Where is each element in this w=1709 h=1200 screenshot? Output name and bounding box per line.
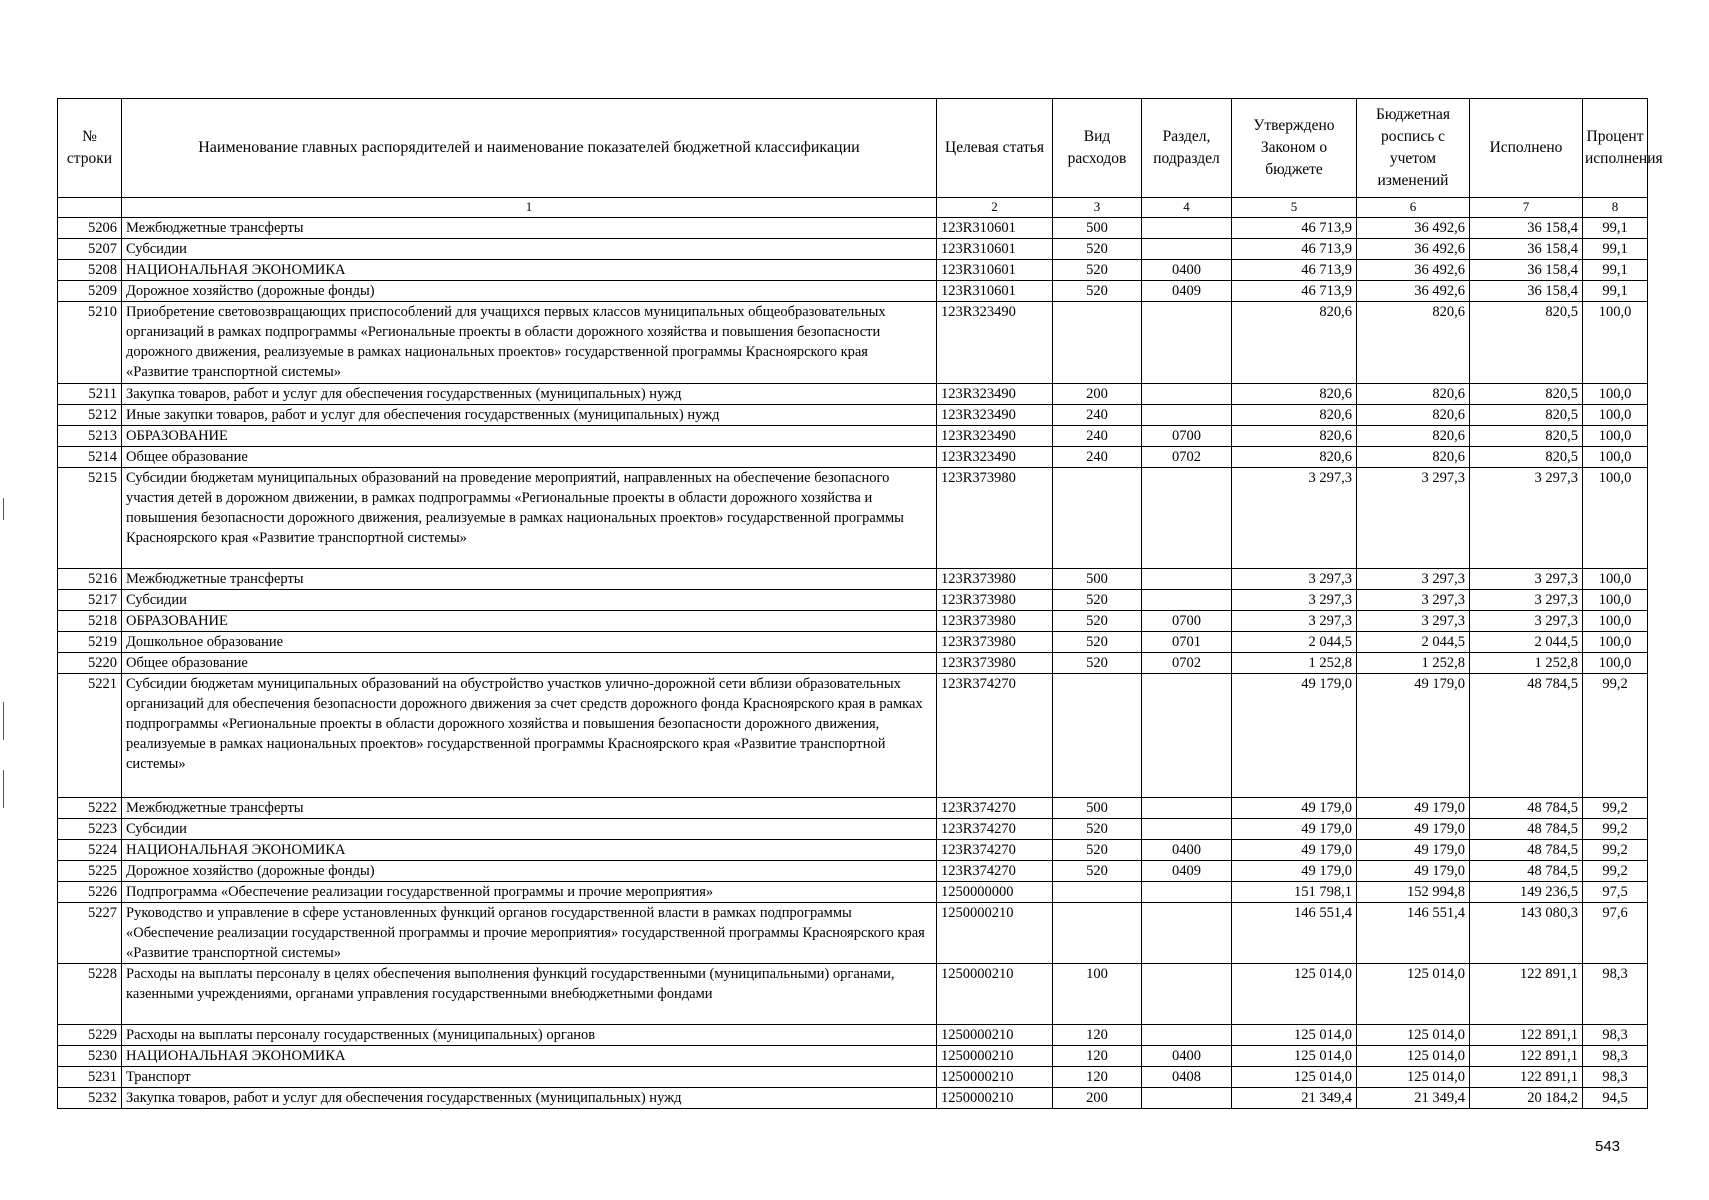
table-row — [58, 384, 1648, 405]
header-target-article: Целевая статья — [937, 99, 1053, 198]
row-approved: 151 798,1 — [1232, 882, 1357, 903]
row-executed: 3 297,3 — [1470, 468, 1583, 569]
row-allocation: 125 014,0 — [1357, 964, 1470, 1025]
row-executed: 48 784,5 — [1470, 819, 1583, 840]
row-section — [1142, 590, 1232, 611]
row-number: 5232 — [58, 1088, 122, 1109]
row-allocation: 152 994,8 — [1357, 882, 1470, 903]
row-number: 5210 — [58, 302, 122, 384]
row-name: Расходы на выплаты персоналу в целях обеспечения выполнения функций государственными (муниципальными) органами, казенными учреждениями, органами управления государственными внебюджетными фондами — [122, 964, 937, 1025]
row-percent: 99,2 — [1583, 798, 1648, 819]
row-name: Закупка товаров, работ и услуг для обеспечения государственных (муниципальных) нужд — [122, 1088, 937, 1109]
row-name: Приобретение световозвращающих приспособлений для учащихся первых классов муниципальных общеобразовательных организаций в рамках подпрограммы «Региональные проекты в области дорожного хозяйства и повышения безопасности дорожного движения, реализуемые в рамках национальных проектов» государственной программы Красноярского края «Развитие транспортной системы» — [122, 302, 937, 384]
table-header — [58, 99, 1663, 218]
row-approved: 49 179,0 — [1232, 674, 1357, 798]
row-expense-type: 240 — [1053, 426, 1142, 447]
row-target-article: 123R373980 — [937, 590, 1053, 611]
row-percent: 99,1 — [1583, 281, 1648, 302]
table-row — [58, 674, 1648, 798]
row-percent: 100,0 — [1583, 405, 1648, 426]
row-percent: 100,0 — [1583, 468, 1648, 569]
row-percent: 100,0 — [1583, 447, 1648, 468]
row-number: 5218 — [58, 611, 122, 632]
row-executed: 149 236,5 — [1470, 882, 1583, 903]
row-expense-type: 200 — [1053, 1088, 1142, 1109]
row-approved: 820,6 — [1232, 405, 1357, 426]
row-name: Субсидии бюджетам муниципальных образований на проведение мероприятий, направленных на обеспечение безопасного участия детей в дорожном движении, в рамках подпрограммы «Региональные проекты в области дорожного хозяйства и повышения безопасности дорожного движения, реализуемые в рамках национальных проектов» государственной программы Красноярского края «Развитие транспортной системы» — [122, 468, 937, 569]
row-target-article: 123R374270 — [937, 674, 1053, 798]
row-approved: 125 014,0 — [1232, 1025, 1357, 1046]
row-target-article: 123R374270 — [937, 840, 1053, 861]
row-approved: 820,6 — [1232, 384, 1357, 405]
row-name: НАЦИОНАЛЬНАЯ ЭКОНОМИКА — [122, 1046, 937, 1067]
header-percent: Процент исполнения — [1583, 99, 1648, 198]
row-percent: 100,0 — [1583, 384, 1648, 405]
row-section: 0400 — [1142, 840, 1232, 861]
row-expense-type: 520 — [1053, 819, 1142, 840]
row-allocation: 36 492,6 — [1357, 239, 1470, 260]
column-number: 3 — [1053, 198, 1142, 218]
table-row — [58, 653, 1648, 674]
row-executed: 36 158,4 — [1470, 239, 1583, 260]
row-section: 0409 — [1142, 281, 1232, 302]
budget-table — [57, 98, 1663, 1109]
row-approved: 820,6 — [1232, 426, 1357, 447]
column-number: 4 — [1142, 198, 1232, 218]
column-number-row — [58, 198, 1648, 218]
row-section: 0400 — [1142, 260, 1232, 281]
row-percent: 97,6 — [1583, 903, 1648, 964]
row-expense-type: 520 — [1053, 260, 1142, 281]
row-name: ОБРАЗОВАНИЕ — [122, 611, 937, 632]
row-executed: 820,5 — [1470, 384, 1583, 405]
table-row — [58, 903, 1648, 964]
row-approved: 3 297,3 — [1232, 590, 1357, 611]
row-percent: 100,0 — [1583, 302, 1648, 384]
row-number: 5229 — [58, 1025, 122, 1046]
table-row — [58, 569, 1648, 590]
row-section — [1142, 384, 1232, 405]
row-name: Субсидии — [122, 819, 937, 840]
row-executed: 3 297,3 — [1470, 590, 1583, 611]
row-section: 0400 — [1142, 1046, 1232, 1067]
row-executed: 820,5 — [1470, 405, 1583, 426]
row-executed: 48 784,5 — [1470, 861, 1583, 882]
row-number: 5223 — [58, 819, 122, 840]
table-row — [58, 882, 1648, 903]
row-allocation: 820,6 — [1357, 302, 1470, 384]
row-section — [1142, 819, 1232, 840]
row-number: 5213 — [58, 426, 122, 447]
table-row — [58, 468, 1648, 569]
row-target-article: 123R374270 — [937, 819, 1053, 840]
row-allocation: 3 297,3 — [1357, 611, 1470, 632]
row-executed: 48 784,5 — [1470, 798, 1583, 819]
row-percent: 97,5 — [1583, 882, 1648, 903]
column-number: 6 — [1357, 198, 1470, 218]
row-target-article: 1250000210 — [937, 1046, 1053, 1067]
column-number — [58, 198, 122, 218]
row-name: Дорожное хозяйство (дорожные фонды) — [122, 281, 937, 302]
row-executed: 48 784,5 — [1470, 840, 1583, 861]
row-number: 5228 — [58, 964, 122, 1025]
row-executed: 3 297,3 — [1470, 569, 1583, 590]
row-name: Субсидии — [122, 590, 937, 611]
column-number: 8 — [1583, 198, 1648, 218]
row-approved: 820,6 — [1232, 447, 1357, 468]
row-name: НАЦИОНАЛЬНАЯ ЭКОНОМИКА — [122, 260, 937, 281]
table-row — [58, 302, 1648, 384]
row-number: 5231 — [58, 1067, 122, 1088]
row-percent: 98,3 — [1583, 1046, 1648, 1067]
row-expense-type: 520 — [1053, 239, 1142, 260]
row-name: Общее образование — [122, 653, 937, 674]
table-row — [58, 405, 1648, 426]
table-row — [58, 1046, 1648, 1067]
row-number: 5217 — [58, 590, 122, 611]
row-approved: 146 551,4 — [1232, 903, 1357, 964]
row-approved: 3 297,3 — [1232, 569, 1357, 590]
table-row — [58, 260, 1648, 281]
row-target-article: 123R323490 — [937, 384, 1053, 405]
row-name: Подпрограмма «Обеспечение реализации государственной программы и прочие мероприятия» — [122, 882, 937, 903]
header-section: Раздел, подраздел — [1142, 99, 1232, 198]
row-section — [1142, 798, 1232, 819]
page-number: 543 — [1595, 1138, 1621, 1155]
row-target-article: 1250000210 — [937, 1025, 1053, 1046]
row-section — [1142, 239, 1232, 260]
row-name: Расходы на выплаты персоналу государственных (муниципальных) органов — [122, 1025, 937, 1046]
row-allocation: 49 179,0 — [1357, 840, 1470, 861]
row-name: Межбюджетные трансферты — [122, 569, 937, 590]
header-approved: Утверждено Законом о бюджете — [1232, 99, 1357, 198]
row-approved: 2 044,5 — [1232, 632, 1357, 653]
row-allocation: 3 297,3 — [1357, 590, 1470, 611]
row-approved: 21 349,4 — [1232, 1088, 1357, 1109]
row-percent: 99,1 — [1583, 260, 1648, 281]
row-approved: 46 713,9 — [1232, 281, 1357, 302]
row-expense-type — [1053, 302, 1142, 384]
row-executed: 2 044,5 — [1470, 632, 1583, 653]
row-expense-type — [1053, 903, 1142, 964]
row-section — [1142, 903, 1232, 964]
row-allocation: 146 551,4 — [1357, 903, 1470, 964]
row-percent: 99,1 — [1583, 239, 1648, 260]
row-number: 5208 — [58, 260, 122, 281]
row-approved: 820,6 — [1232, 302, 1357, 384]
row-executed: 122 891,1 — [1470, 1067, 1583, 1088]
row-allocation: 36 492,6 — [1357, 218, 1470, 239]
row-number: 5221 — [58, 674, 122, 798]
table-row — [58, 861, 1648, 882]
row-expense-type — [1053, 882, 1142, 903]
row-number: 5226 — [58, 882, 122, 903]
row-percent: 99,2 — [1583, 674, 1648, 798]
row-allocation: 49 179,0 — [1357, 798, 1470, 819]
row-section: 0700 — [1142, 426, 1232, 447]
row-allocation: 36 492,6 — [1357, 260, 1470, 281]
header-allocation: Бюджетная роспись с учетом изменений — [1357, 99, 1470, 198]
row-section — [1142, 569, 1232, 590]
row-approved: 125 014,0 — [1232, 964, 1357, 1025]
row-number: 5225 — [58, 861, 122, 882]
table-row — [58, 239, 1648, 260]
row-executed: 122 891,1 — [1470, 1025, 1583, 1046]
row-executed: 820,5 — [1470, 426, 1583, 447]
row-percent: 99,2 — [1583, 861, 1648, 882]
scan-margin-mark — [3, 702, 4, 740]
row-percent: 98,3 — [1583, 1025, 1648, 1046]
row-section — [1142, 674, 1232, 798]
table-row — [58, 1088, 1648, 1109]
row-executed: 20 184,2 — [1470, 1088, 1583, 1109]
row-expense-type: 100 — [1053, 964, 1142, 1025]
scan-margin-mark — [3, 770, 4, 808]
row-approved: 49 179,0 — [1232, 819, 1357, 840]
row-section — [1142, 964, 1232, 1025]
row-target-article: 123R374270 — [937, 861, 1053, 882]
row-expense-type: 240 — [1053, 405, 1142, 426]
row-approved: 49 179,0 — [1232, 861, 1357, 882]
table-row — [58, 426, 1648, 447]
row-number: 5212 — [58, 405, 122, 426]
row-expense-type: 520 — [1053, 590, 1142, 611]
row-name: Межбюджетные трансферты — [122, 798, 937, 819]
row-section — [1142, 882, 1232, 903]
row-target-article: 123R323490 — [937, 302, 1053, 384]
row-name: Субсидии бюджетам муниципальных образований на обустройство участков улично-дорожной сети вблизи образовательных организаций для обеспечения безопасности дорожного движения за счет средств дорожного фонда Красноярского края в рамках подпрограммы «Региональные проекты в области дорожного хозяйства и повышения безопасности дорожного движения, реализуемые в рамках национальных проектов» государственной программы Красноярского края «Развитие транспортной системы» — [122, 674, 937, 798]
row-approved: 3 297,3 — [1232, 611, 1357, 632]
table-row — [58, 590, 1648, 611]
row-name: Межбюджетные трансферты — [122, 218, 937, 239]
header-expense-type: Вид расходов — [1053, 99, 1142, 198]
row-section: 0702 — [1142, 447, 1232, 468]
row-allocation: 125 014,0 — [1357, 1067, 1470, 1088]
row-target-article: 123R310601 — [937, 281, 1053, 302]
table-row — [58, 819, 1648, 840]
row-allocation: 820,6 — [1357, 384, 1470, 405]
column-number: 2 — [937, 198, 1053, 218]
header-executed: Исполнено — [1470, 99, 1583, 198]
row-name: Дошкольное образование — [122, 632, 937, 653]
row-approved: 3 297,3 — [1232, 468, 1357, 569]
row-approved: 1 252,8 — [1232, 653, 1357, 674]
row-number: 5207 — [58, 239, 122, 260]
row-executed: 122 891,1 — [1470, 1046, 1583, 1067]
row-target-article: 123R323490 — [937, 447, 1053, 468]
row-expense-type: 520 — [1053, 281, 1142, 302]
table-row — [58, 611, 1648, 632]
row-target-article: 1250000210 — [937, 903, 1053, 964]
column-number: 7 — [1470, 198, 1583, 218]
row-expense-type: 520 — [1053, 861, 1142, 882]
row-target-article: 123R310601 — [937, 218, 1053, 239]
table-row — [58, 964, 1648, 1025]
row-section — [1142, 302, 1232, 384]
row-expense-type: 120 — [1053, 1025, 1142, 1046]
row-section: 0409 — [1142, 861, 1232, 882]
row-percent: 98,3 — [1583, 964, 1648, 1025]
table-row — [58, 798, 1648, 819]
row-percent: 100,0 — [1583, 426, 1648, 447]
row-target-article: 1250000210 — [937, 1088, 1053, 1109]
row-section: 0702 — [1142, 653, 1232, 674]
table-row — [58, 840, 1648, 861]
row-executed: 820,5 — [1470, 447, 1583, 468]
row-percent: 100,0 — [1583, 632, 1648, 653]
row-expense-type: 520 — [1053, 840, 1142, 861]
row-allocation: 49 179,0 — [1357, 861, 1470, 882]
row-target-article: 123R373980 — [937, 632, 1053, 653]
row-expense-type: 200 — [1053, 384, 1142, 405]
row-number: 5227 — [58, 903, 122, 964]
row-target-article: 123R373980 — [937, 468, 1053, 569]
row-number: 5224 — [58, 840, 122, 861]
row-expense-type: 120 — [1053, 1067, 1142, 1088]
row-section: 0408 — [1142, 1067, 1232, 1088]
row-allocation: 49 179,0 — [1357, 819, 1470, 840]
table-row — [58, 218, 1648, 239]
row-approved: 49 179,0 — [1232, 840, 1357, 861]
row-allocation: 820,6 — [1357, 405, 1470, 426]
table-row — [58, 1067, 1648, 1088]
row-percent: 100,0 — [1583, 653, 1648, 674]
row-approved: 46 713,9 — [1232, 260, 1357, 281]
column-number: 5 — [1232, 198, 1357, 218]
row-number: 5230 — [58, 1046, 122, 1067]
row-allocation: 21 349,4 — [1357, 1088, 1470, 1109]
row-expense-type: 500 — [1053, 569, 1142, 590]
row-allocation: 2 044,5 — [1357, 632, 1470, 653]
row-number: 5220 — [58, 653, 122, 674]
row-executed: 3 297,3 — [1470, 611, 1583, 632]
row-percent: 98,3 — [1583, 1067, 1648, 1088]
row-expense-type: 500 — [1053, 218, 1142, 239]
row-expense-type: 120 — [1053, 1046, 1142, 1067]
row-section — [1142, 405, 1232, 426]
row-allocation: 125 014,0 — [1357, 1025, 1470, 1046]
row-target-article: 123R323490 — [937, 405, 1053, 426]
row-executed: 1 252,8 — [1470, 653, 1583, 674]
row-number: 5209 — [58, 281, 122, 302]
row-allocation: 3 297,3 — [1357, 468, 1470, 569]
row-target-article: 123R374270 — [937, 798, 1053, 819]
row-expense-type: 500 — [1053, 798, 1142, 819]
row-name: Транспорт — [122, 1067, 937, 1088]
row-number: 5215 — [58, 468, 122, 569]
header-row — [58, 99, 1648, 198]
row-name: Руководство и управление в сфере установленных функций органов государственной власти в рамках подпрограммы «Обеспечение реализации государственной программы и прочие мероприятия» государственной программы Красноярского края «Развитие транспортной системы» — [122, 903, 937, 964]
row-percent: 100,0 — [1583, 569, 1648, 590]
header-row-number: № строки — [58, 99, 122, 198]
row-target-article: 123R373980 — [937, 611, 1053, 632]
row-allocation: 820,6 — [1357, 447, 1470, 468]
row-name: Дорожное хозяйство (дорожные фонды) — [122, 861, 937, 882]
row-executed: 122 891,1 — [1470, 964, 1583, 1025]
row-number: 5216 — [58, 569, 122, 590]
row-percent: 99,2 — [1583, 840, 1648, 861]
scan-margin-mark — [3, 498, 4, 520]
row-allocation: 820,6 — [1357, 426, 1470, 447]
row-name: Закупка товаров, работ и услуг для обеспечения государственных (муниципальных) нужд — [122, 384, 937, 405]
row-number: 5206 — [58, 218, 122, 239]
row-name: ОБРАЗОВАНИЕ — [122, 426, 937, 447]
row-target-article: 123R310601 — [937, 260, 1053, 281]
row-number: 5219 — [58, 632, 122, 653]
row-executed: 36 158,4 — [1470, 260, 1583, 281]
row-percent: 94,5 — [1583, 1088, 1648, 1109]
row-expense-type — [1053, 468, 1142, 569]
row-approved: 125 014,0 — [1232, 1067, 1357, 1088]
row-percent: 99,1 — [1583, 218, 1648, 239]
row-allocation: 49 179,0 — [1357, 674, 1470, 798]
row-approved: 49 179,0 — [1232, 798, 1357, 819]
row-allocation: 125 014,0 — [1357, 1046, 1470, 1067]
row-allocation: 3 297,3 — [1357, 569, 1470, 590]
row-section: 0700 — [1142, 611, 1232, 632]
row-target-article: 123R373980 — [937, 653, 1053, 674]
table-row — [58, 447, 1648, 468]
row-executed: 143 080,3 — [1470, 903, 1583, 964]
row-section — [1142, 468, 1232, 569]
row-executed: 48 784,5 — [1470, 674, 1583, 798]
row-name: Иные закупки товаров, работ и услуг для обеспечения государственных (муниципальных) нужд — [122, 405, 937, 426]
row-number: 5222 — [58, 798, 122, 819]
table-row — [58, 281, 1648, 302]
row-section — [1142, 218, 1232, 239]
row-expense-type: 520 — [1053, 632, 1142, 653]
table-row — [58, 1025, 1648, 1046]
row-name: Субсидии — [122, 239, 937, 260]
row-name: НАЦИОНАЛЬНАЯ ЭКОНОМИКА — [122, 840, 937, 861]
row-expense-type — [1053, 674, 1142, 798]
row-expense-type: 520 — [1053, 653, 1142, 674]
row-approved: 46 713,9 — [1232, 239, 1357, 260]
row-allocation: 36 492,6 — [1357, 281, 1470, 302]
row-number: 5214 — [58, 447, 122, 468]
row-target-article: 1250000210 — [937, 1067, 1053, 1088]
row-allocation: 1 252,8 — [1357, 653, 1470, 674]
table-row — [58, 632, 1648, 653]
row-section — [1142, 1088, 1232, 1109]
row-section — [1142, 1025, 1232, 1046]
row-target-article: 1250000000 — [937, 882, 1053, 903]
row-target-article: 123R310601 — [937, 239, 1053, 260]
row-expense-type: 240 — [1053, 447, 1142, 468]
row-expense-type: 520 — [1053, 611, 1142, 632]
row-approved: 125 014,0 — [1232, 1046, 1357, 1067]
row-executed: 36 158,4 — [1470, 218, 1583, 239]
row-target-article: 123R373980 — [937, 569, 1053, 590]
header-name: Наименование главных распорядителей и наименование показателей бюджетной классификации — [122, 99, 937, 198]
row-percent: 100,0 — [1583, 590, 1648, 611]
row-executed: 36 158,4 — [1470, 281, 1583, 302]
row-percent: 100,0 — [1583, 611, 1648, 632]
row-target-article: 123R323490 — [937, 426, 1053, 447]
row-name: Общее образование — [122, 447, 937, 468]
row-target-article: 1250000210 — [937, 964, 1053, 1025]
row-executed: 820,5 — [1470, 302, 1583, 384]
table-body — [58, 218, 1648, 1109]
row-percent: 99,2 — [1583, 819, 1648, 840]
row-number: 5211 — [58, 384, 122, 405]
row-section: 0701 — [1142, 632, 1232, 653]
row-approved: 46 713,9 — [1232, 218, 1357, 239]
column-number: 1 — [122, 198, 937, 218]
